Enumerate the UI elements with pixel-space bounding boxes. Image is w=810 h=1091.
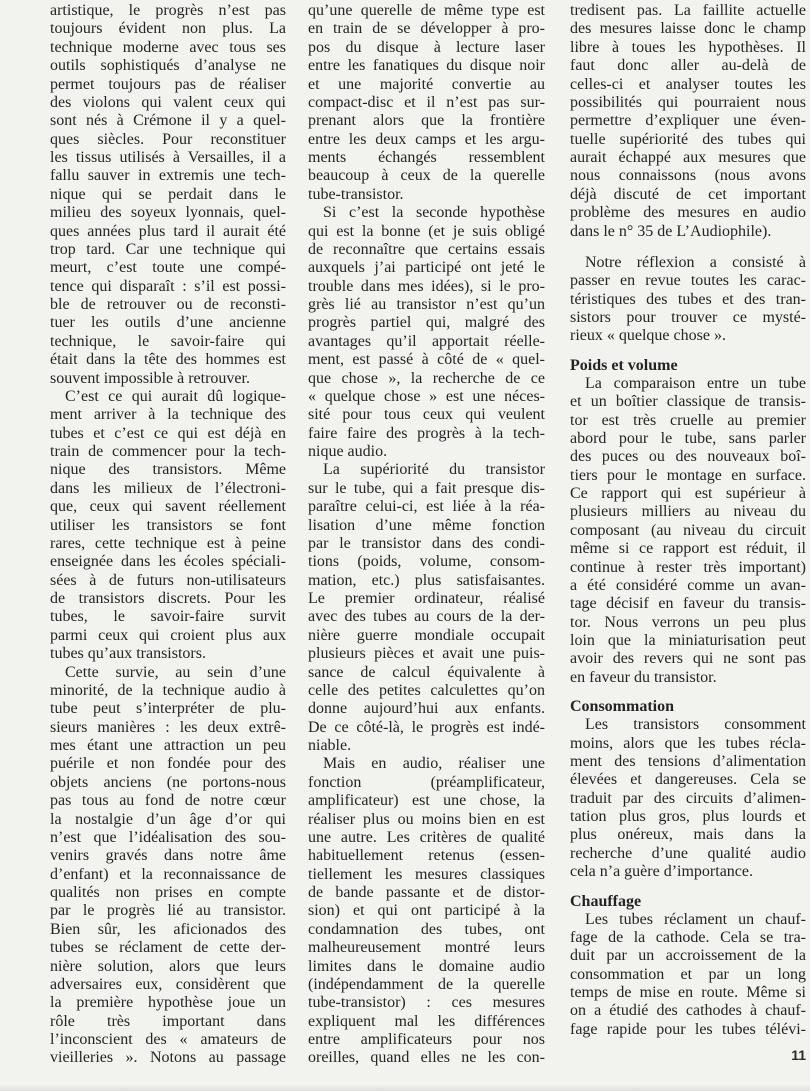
text-line: d’enfant) et la reconnaissance de — [50, 865, 286, 883]
text-line: fage de la cathode. Cela se tra- — [570, 928, 806, 946]
text-line: prenant alors que la frontière — [308, 112, 545, 130]
text-line: condamnation des tubes, ont — [308, 920, 545, 938]
text-line: ment des tensions d’alimentation — [570, 752, 806, 770]
text-line: ments échangés ressemblent — [308, 149, 545, 166]
text-line: lisation d’une même fonction — [308, 516, 545, 534]
text-line: niable. — [308, 737, 352, 754]
text-line: composant (au niveau du circuit — [570, 521, 806, 539]
text-line: milieu des soyeux lyonnais, quel- — [50, 204, 286, 222]
text-line: artistique, le progrès n’est pas — [50, 2, 286, 19]
paragraph — [50, 2, 286, 388]
section-heading: Consommation — [570, 698, 675, 716]
text-line: et une majorité convertie au — [308, 75, 545, 93]
text-line: trouble dans mes idées), si le pro- — [308, 277, 545, 295]
text-line: (indépendamment de la querelle — [308, 975, 545, 993]
text-line: tuelle supériorité des tubes qui — [570, 130, 806, 148]
text-line: entre amplificateurs pour nos — [308, 1031, 545, 1048]
text-line: faut donc aller au-delà de — [570, 57, 806, 75]
text-line: compact-disc et il n’est pas sur- — [308, 93, 545, 111]
text-line: sées à de futurs non-utilisateurs — [50, 571, 286, 589]
text-line: que chose », la recherche de ce — [308, 369, 545, 387]
text-line: enseignée dans les écoles spéciali- — [50, 553, 286, 571]
section-heading: Poids et volume — [570, 356, 678, 374]
text-line: loin que la miniaturisation peut — [570, 632, 806, 649]
text-line: fonction (préamplificateur, — [308, 773, 545, 791]
text-line: continue à rester très important) — [570, 558, 806, 576]
paragraph — [308, 755, 545, 1067]
text-line: des violons qui valent ceux qui — [50, 93, 286, 111]
text-line: plusieurs milliers au niveau du — [570, 503, 806, 521]
text-line: moins, alors que les tubes récla- — [570, 734, 806, 752]
text-line: qu’une querelle de même type est — [308, 2, 545, 19]
text-line: ques années plus tard il aurait été — [50, 222, 286, 240]
text-line: nique des transistors. Même — [50, 461, 286, 479]
text-line: auxquels j’ai participé ont jeté le — [308, 259, 545, 277]
text-line: n’est que l’idéalisation des sou- — [50, 828, 286, 846]
text-line: Si c’est la seconde hypothèse — [323, 204, 545, 222]
text-line: les tissus utilisés à Versailles, il a — [50, 149, 286, 166]
text-line: était dans la tête des hommes est — [50, 351, 286, 369]
text-line: tor. Nous verrons un peu plus — [570, 613, 806, 631]
text-line: de reconnaître que certains essais — [308, 240, 545, 258]
text-line: tage décisif en faveur du transis- — [570, 595, 806, 613]
text-line: on a étudié des cathodes à chauf- — [570, 1002, 806, 1020]
paragraph — [50, 664, 286, 1068]
text-line: sion) et qui ont participé à la — [308, 902, 545, 920]
text-line: fage rapide pour les tubes télévi- — [570, 1020, 806, 1038]
text-line: une autre. Les critères de qualité — [308, 828, 545, 846]
text-line: aurait échappé aux mesures que — [570, 149, 806, 166]
column-3 — [570, 2, 806, 1039]
text-line: entre les deux camps et les argu- — [308, 130, 545, 148]
text-line: en faveur du transistor. — [570, 668, 717, 686]
text-line: adversaires eux, considèrent que — [50, 975, 286, 993]
text-line: abord pour le tube, sans parler — [570, 429, 806, 447]
text-line: tubes se réclament de cette der- — [50, 939, 286, 957]
text-line: Ce rapport qui est supérieur à — [570, 485, 806, 502]
text-line: déjà discuté de cet important — [570, 185, 806, 203]
text-line: rôle très important dans — [50, 1012, 286, 1030]
text-line: nique qui se perdait dans le — [50, 185, 286, 203]
text-line: permet toujours pas de réaliser — [50, 75, 286, 93]
text-line: technique, le savoir-faire qui — [50, 332, 286, 350]
text-line: Le premier ordinateur, réalisé — [308, 590, 545, 607]
text-line: tiers pour le montage en surface. — [570, 466, 806, 484]
text-line: sance de calcul équivalente à — [308, 663, 545, 681]
text-line: l’inconscient des « amateurs de — [50, 1031, 286, 1048]
text-line: Mais en audio, réaliser une — [323, 755, 545, 773]
text-line: oreilles, quand elles ne les con- — [308, 1049, 545, 1067]
text-line: tence qui disparaît : s’il est possi- — [50, 277, 286, 295]
text-line: qui est la bonne (et je suis obligé — [308, 222, 545, 240]
text-line: réaliser plus ou moins bien en est — [308, 810, 545, 828]
text-line: cela n’a guère d’importance. — [570, 863, 754, 881]
text-line: tation plus gros, plus lourds et — [570, 808, 806, 825]
text-line: Notre réflexion a consisté à — [585, 253, 806, 271]
text-line: tube peut s’interpréter de plu- — [50, 700, 286, 718]
text-line: tubes, le savoir-faire survit — [50, 608, 286, 626]
text-line: toujours évident non plus. La — [50, 20, 286, 38]
text-line: par le progrès lié au transistor. — [50, 902, 286, 920]
text-line: fallu sauver in extremis une tech- — [50, 167, 286, 185]
text-line: consommation et par un long — [570, 965, 806, 983]
paragraph — [308, 461, 545, 755]
text-line: habituellement retenus (essen- — [308, 847, 545, 865]
text-line: nière guerre mondiale occupait — [308, 626, 545, 644]
text-line: ment, est passé à côté de « quel- — [308, 351, 545, 369]
text-line: meurt, c’est toute une compé- — [50, 259, 286, 277]
text-line: sur le tube, qui a fait presque dis- — [308, 479, 545, 497]
text-line: De ce côté-là, le progrès est indé- — [308, 718, 545, 736]
text-line: nous connaissons (nous avons — [570, 167, 806, 185]
text-line: plus onéreux, mais dans la — [570, 826, 806, 844]
text-line: duit par un accroissement de la — [570, 947, 806, 965]
text-line: sistors pour trouver ce mysté- — [570, 309, 806, 326]
text-line: passer en revue toutes les carac- — [570, 272, 806, 290]
text-line: Cette survie, au sein d’une — [65, 663, 286, 681]
text-line: tiellement les mesures classiques — [308, 865, 545, 883]
text-line: de bande passante et de distor- — [308, 884, 545, 901]
text-line: souvent impossible à retrouver. — [50, 369, 250, 387]
text-line: amplificateur) est une chose, la — [308, 792, 545, 810]
text-line: que, ceux qui savent réellement — [50, 498, 286, 516]
text-line: Bien sûr, les aficionados des — [50, 920, 286, 938]
text-line: traduit par des circuits d’alimen- — [570, 789, 806, 807]
text-line: outils sophistiqués d’analyse ne — [50, 57, 286, 75]
paragraph — [570, 375, 806, 687]
text-line: minorité, de la technique audio à — [50, 681, 286, 699]
text-line: plusieurs pièces et avait une puis- — [308, 645, 545, 663]
text-line: entre les fanatiques du disque noir — [308, 57, 545, 75]
text-line: vieilleries ». Notons au passage — [50, 1049, 286, 1067]
text-line: avantages qu’il apportait réelle- — [308, 332, 545, 350]
paragraph — [570, 2, 806, 241]
text-line: avec des tubes au cours de la der- — [308, 608, 545, 626]
text-line: technique moderne avec tous ses — [50, 38, 286, 56]
text-line: tube-transistor) : ces mesures — [308, 994, 545, 1012]
text-line: recherche d’une qualité audio — [570, 844, 806, 862]
text-line: avoir des revers qui ne sont pas — [570, 650, 806, 668]
text-line: rieux « quelque chose ». — [570, 327, 726, 345]
text-line: dans les milieux de l’électroni- — [50, 479, 286, 497]
text-line: qualités non prises en compte — [50, 884, 286, 901]
text-line: tubes qu’aux transistors. — [50, 645, 206, 663]
text-line: ble de retrouver ou de reconsti- — [50, 296, 286, 313]
text-line: tor est très cruelle au premier — [570, 411, 806, 429]
page-number: 11 — [791, 1047, 806, 1063]
text-line: mation, etc.) plus satisfaisantes. — [308, 571, 545, 589]
text-line: dans le n° 35 de L’Audiophile). — [570, 222, 772, 240]
text-line: la première hypothèse joue un — [50, 994, 286, 1012]
text-line: utiliser les transistors se font — [50, 516, 286, 534]
text-line: même si ce rapport est réduit, il — [570, 540, 806, 558]
text-line: objets anciens (ne portons-nous — [50, 773, 286, 791]
text-line: paraître celui-ci, est liée à la réa- — [308, 498, 545, 516]
text-line: grès lié au transistor n’est qu’un — [308, 296, 545, 313]
text-line: téristiques des tubes et des tran- — [570, 290, 806, 308]
text-line: La comparaison entre un tube — [585, 374, 806, 392]
text-line: tuer les outils d’une ancienne — [50, 314, 286, 332]
text-line: venirs gravés dans notre âme — [50, 847, 286, 865]
text-line: donne aujourd’hui aux enfants. — [308, 700, 545, 718]
text-line: tubes et c’est ce qui est déjà en — [50, 424, 286, 442]
text-line: tredisent pas. La faillite actuelle — [570, 2, 806, 19]
paragraph — [308, 2, 545, 204]
text-line: rares, cette technique est à peine — [50, 534, 286, 552]
text-line: tube-transistor. — [308, 185, 404, 203]
text-line: possibilités qui pourraient nous — [570, 93, 806, 111]
text-line: par le transistor dans des condi- — [308, 534, 545, 552]
text-line: Les transistors consomment — [585, 716, 806, 734]
text-line: et un boîtier classique de transis- — [570, 393, 806, 411]
section-heading: Chauffage — [570, 892, 642, 910]
text-line: pos du disque à lecture laser — [308, 38, 545, 56]
text-line: sité pour tous ceux qui veulent — [308, 406, 545, 424]
text-line: train de commencer pour la tech- — [50, 443, 286, 460]
text-line: La supériorité du transistor — [323, 461, 545, 479]
text-line: ment arriver à la technique des — [50, 406, 286, 424]
text-line: libre à toues les hypothèses. Il — [570, 38, 806, 56]
text-line: « quelque chose » est une néces- — [308, 387, 545, 405]
text-line: nique audio. — [308, 443, 388, 460]
text-line: progrès partiel qui, malgré des — [308, 314, 545, 332]
text-line: des puces ou des nouveaux boî- — [570, 448, 806, 466]
text-line: sont nés à Crémone il y a quel- — [50, 112, 286, 130]
paragraph — [570, 911, 806, 1040]
text-line: parmi ceux qui croient plus aux — [50, 626, 286, 644]
text-line: limites dans le domaine audio — [308, 957, 545, 975]
text-line: celle des petites calculettes qu’on — [308, 681, 545, 699]
text-line: faire faire des progrès à la tech- — [308, 424, 545, 442]
text-line: des mesures laisse donc le champ — [570, 20, 806, 38]
text-line: la nostalgie d’un âge d’or qui — [50, 810, 286, 828]
text-line: pas tous au fond de notre cœur — [50, 792, 286, 810]
text-line: a été considéré comme un avan- — [570, 576, 806, 594]
paragraph — [308, 204, 545, 461]
text-line: problème des mesures en audio — [570, 204, 806, 222]
text-line: de transistors discrets. Pour les — [50, 590, 286, 607]
text-line: celles-ci et analyser toutes les — [570, 75, 806, 93]
text-line: beaucoup à ceux de la querelle — [308, 167, 545, 185]
text-line: malheureusement montré leurs — [308, 939, 545, 957]
text-line: C’est ce qui aurait dû logique- — [65, 387, 286, 405]
text-line: nière solution, alors que leurs — [50, 957, 286, 975]
column-1 — [50, 2, 286, 1068]
text-line: permettre d’expliquer une éven- — [570, 112, 806, 130]
text-line: en train de se développer à pro- — [308, 20, 545, 38]
column-2 — [308, 2, 545, 1068]
paragraph — [50, 388, 286, 664]
text-line: expliquent mal les différences — [308, 1012, 545, 1030]
text-line: tions (poids, volume, consom- — [308, 553, 545, 571]
text-line: ques siècles. Pour reconstituer — [50, 130, 286, 148]
paragraph — [570, 254, 806, 346]
text-line: temps de mise en route. Même si — [570, 984, 806, 1001]
text-line: Les tubes réclament un chauf- — [585, 910, 806, 928]
paragraph — [570, 716, 806, 881]
text-line: puérile et non fondée pour des — [50, 755, 286, 773]
text-line: sieurs manières : les deux extrê- — [50, 718, 286, 736]
text-line: trop tard. Car une technique qui — [50, 240, 286, 258]
text-line: mes étant une attraction un peu — [50, 737, 286, 754]
text-line: élevées et dangereuses. Cela se — [570, 771, 806, 789]
